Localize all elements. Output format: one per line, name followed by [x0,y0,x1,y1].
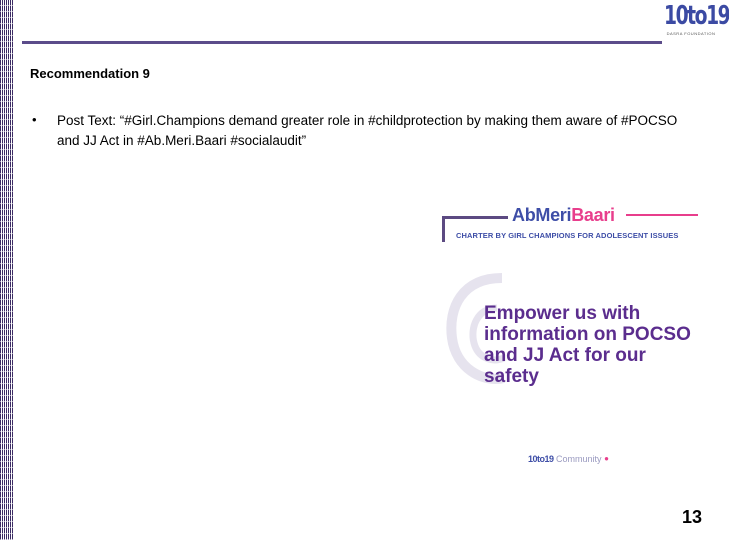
campaign-brand [512,205,615,226]
campaign-headline: Empower us with information on POCSO and JJ Act for our safety [484,303,691,387]
graphic-pink-rule [626,214,698,216]
community-dot-icon: ● [604,454,609,463]
community-logo [528,454,609,464]
brand-part-baari: Baari [571,205,615,225]
graphic-frame-left [442,216,445,242]
logo-wordmark: 10to19 [664,1,729,31]
graphic-frame-top [442,216,508,219]
brand-part-ab-meri: AbMeri [512,205,572,225]
logo-subtitle: DASRA FOUNDATION [666,31,716,36]
organization-logo [664,1,729,38]
header-divider [22,41,662,44]
community-logo-word: Community [556,454,602,464]
community-logo-number: 10to19 [528,454,554,464]
charter-tagline: CHARTER BY GIRL CHAMPIONS FOR ADOLESCENT ISSUES [456,231,679,240]
page-number: 13 [682,507,703,527]
bullet-marker: • [32,112,37,127]
recommendation-heading: Recommendation 9 [30,66,150,81]
campaign-graphic [436,198,708,478]
post-text: Post Text: “#Girl.Champions demand greater role in #childprotection by making them aware of #POCSO and JJ Act in #Ab.Meri.Baari #socialaudit” [57,113,678,148]
left-decorative-border-overlay [0,0,14,540]
